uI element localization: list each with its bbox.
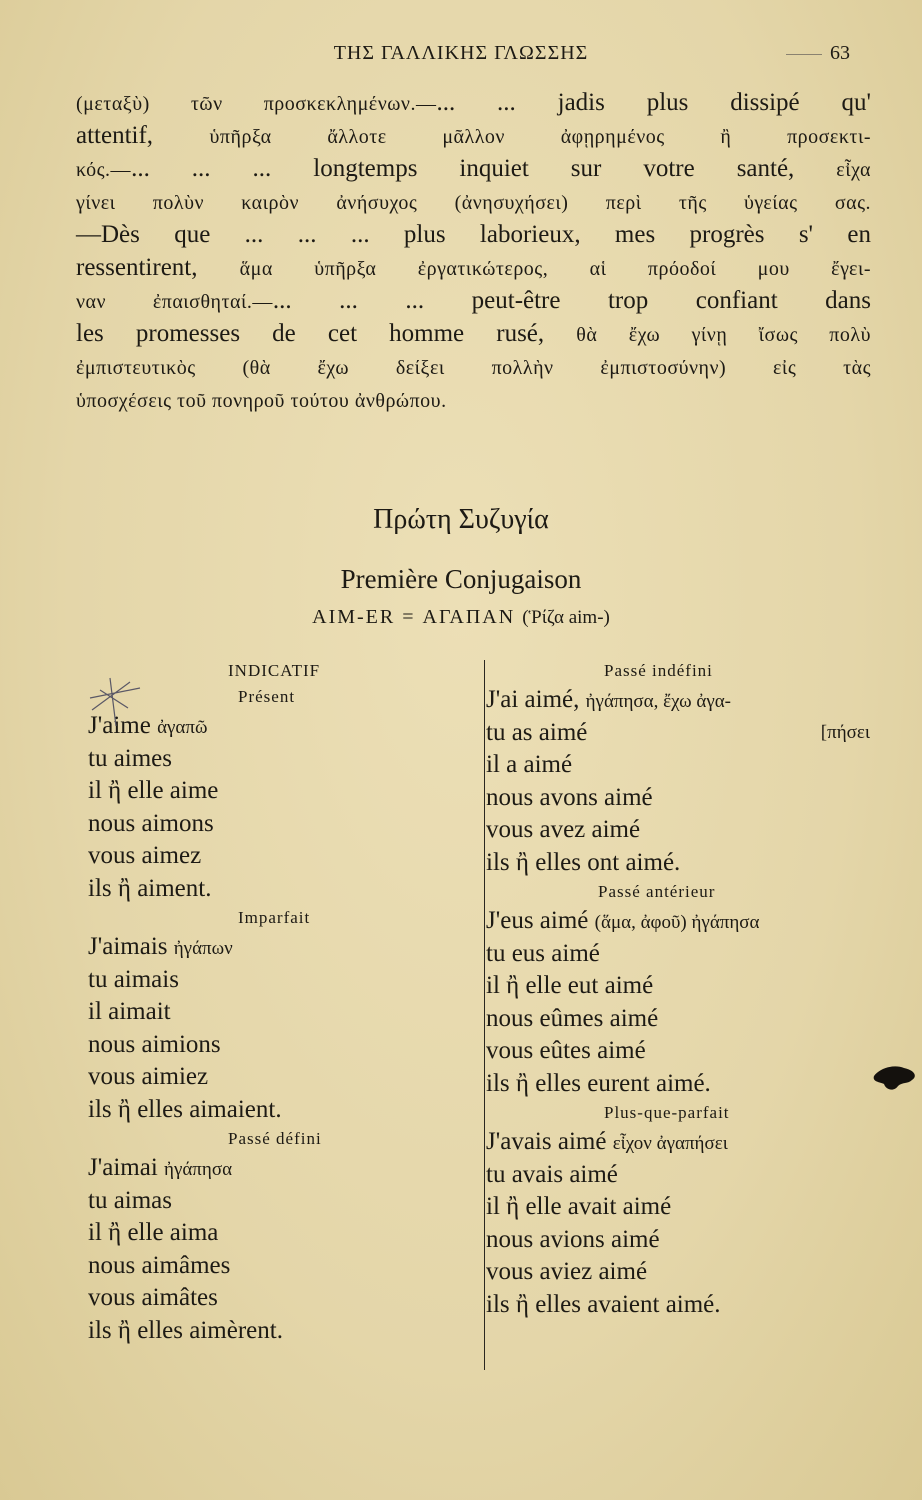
conjugation-row [88, 840, 478, 873]
conjugation-row [88, 964, 478, 997]
french-form: tu aimes [88, 744, 173, 772]
paragraph-line [76, 383, 871, 416]
conjugation-row [486, 905, 876, 938]
french-form: ils ἢ aiment. [88, 874, 212, 902]
greek-translation: ἠγάπων [173, 938, 233, 959]
french-form: J'aimais [88, 933, 174, 960]
greek-text: ἐμπιστευτικὸς (θὰ ἔχω δείξει πολλὴν ἐμπιστοσύνην) εἰς τὰς [76, 357, 871, 379]
root-line [0, 606, 922, 629]
ink-blot-icon [872, 1062, 918, 1092]
french-form: nous eûmes aimé [486, 1004, 659, 1032]
french-form: vous aimâtes [88, 1284, 218, 1311]
french-form: J'aimai [88, 1154, 165, 1181]
conjugation-row [486, 717, 876, 750]
french-form: il ἢ elle eut aimé [486, 972, 654, 999]
french-text: ... ... jadis plus dissipé qu' [436, 89, 871, 116]
french-form: nous aimâmes [88, 1251, 231, 1279]
greek-text: ναν ἐπαισθηταί.— [76, 291, 273, 313]
greek-translation: εἶχον ἀγαπήσει [612, 1133, 728, 1154]
french-form: nous avions aimé [486, 1225, 660, 1253]
page-number: 63 [830, 42, 850, 64]
conjugation-row [88, 1185, 478, 1218]
conjugation-row [486, 749, 876, 782]
conjugation-row [88, 1061, 478, 1094]
french-text: ... ... ... peut-être trop confiant dans [272, 287, 871, 314]
tense-heading: Plus-que-parfait [604, 1103, 730, 1122]
french-form: ils ἢ elles avaient aimé. [486, 1290, 721, 1318]
conjugation-row [88, 1250, 478, 1283]
french-form: tu aimas [88, 1186, 173, 1214]
greek-text: γίνει πολὺν καιρὸν ἀνήσυχος (ἀνησυχήσει) περὶ τῆς ὑγείας σας. [76, 192, 871, 214]
conjugation-row [486, 1224, 876, 1257]
paragraph-line [76, 185, 871, 218]
conjugation-row [486, 1003, 876, 1036]
tense-heading: Présent [238, 687, 296, 706]
french-form: J'ai aimé, [486, 686, 586, 713]
french-form: J'avais aimé [486, 1128, 613, 1155]
french-form: il ἢ elle aima [88, 1219, 219, 1246]
french-form: vous avez aimé [486, 816, 641, 843]
conjugation-row [88, 743, 478, 776]
tense-heading: Passé antérieur [598, 882, 716, 901]
section-title-greek: Πρώτη Συζυγία [373, 504, 549, 535]
tense-heading: Passé défini [228, 1129, 322, 1148]
greek-text: ἅμα ὑπῆρξα ἐργατικώτερος, αἱ πρόοδοί μου ἔγει- [239, 258, 871, 280]
conjugation-row [88, 1315, 478, 1348]
greek-text: κός.— [76, 159, 132, 181]
french-form: tu avais aimé [486, 1160, 618, 1188]
paragraph-line [76, 317, 871, 350]
left-conjugation-column [88, 658, 478, 1347]
french-form: il a aimé [486, 751, 573, 778]
conjugation-row [486, 1289, 876, 1322]
section-title-french: Première Conjugaison [340, 564, 582, 594]
conjugation-row [88, 996, 478, 1029]
conjugation-row [88, 1282, 478, 1315]
french-form: ils ἢ elles aimaient. [88, 1095, 282, 1123]
paragraph-line [76, 152, 871, 185]
conjugation-row [486, 1068, 876, 1101]
paragraph-line [76, 284, 871, 317]
conjugation-row [88, 1217, 478, 1250]
root-note: (Ῥίζα aim-) [522, 607, 610, 628]
running-title: ΤΗΣ ΓΑΛΛΙΚΗΣ ΓΛΩΣΣΗΣ [333, 42, 589, 64]
french-form: nous aimions [88, 1030, 221, 1058]
french-text: attentif, [76, 122, 210, 149]
french-text: ... ... ... longtemps inquiet sur votre santé, [131, 155, 837, 182]
conjugation-row [486, 1191, 876, 1224]
header-rule [786, 54, 822, 55]
french-form: ils ἢ elles aimèrent. [88, 1316, 283, 1344]
conjugation-row [88, 808, 478, 841]
french-text: —Dès que ... ... ... plus laborieux, mes progrès s' en [76, 221, 871, 248]
conjugation-row [486, 1126, 876, 1159]
french-form: vous aimez [88, 842, 202, 869]
conjugation-row [486, 938, 876, 971]
conjugation-row [88, 1152, 478, 1185]
greek-text: (μεταξὺ) τῶν προσκεκλημένων.— [76, 93, 437, 115]
greek-translation: [πήσει [820, 721, 870, 743]
conjugation-row [486, 684, 876, 717]
french-text: ressentirent, [76, 254, 240, 281]
french-form: nous avons aimé [486, 783, 653, 811]
conjugation-row [486, 970, 876, 1003]
french-form: vous aviez aimé [486, 1258, 648, 1285]
paragraph-line [76, 251, 871, 284]
french-form: il ἢ elle avait aimé [486, 1193, 672, 1220]
french-form: il aimait [88, 998, 171, 1025]
french-form: J'aime [88, 712, 158, 739]
french-form: tu as aimé [486, 718, 588, 746]
conjugation-row [88, 775, 478, 808]
conjugation-row [88, 931, 478, 964]
conjugation-row [486, 1159, 876, 1192]
conjugation-row [486, 847, 876, 880]
greek-text: ὑποσχέσεις τοῦ πονηροῦ τούτου ἀνθρώπου. [76, 390, 447, 412]
paragraph-line [76, 350, 871, 383]
tense-heading: Imparfait [238, 908, 311, 927]
root-formula: AIM-ER = ΑΓΑΠΑΝ [312, 606, 516, 628]
french-form: tu eus aimé [486, 939, 600, 967]
paragraph-line [76, 119, 871, 152]
greek-translation: ἠγάπησα [164, 1159, 233, 1180]
tense-heading: INDICATIF [228, 661, 321, 680]
column-divider [484, 660, 485, 1370]
greek-text: θὰ ἔχω γίνῃ ἴσως πολὺ [576, 324, 871, 346]
french-form: ils ἢ elles ont aimé. [486, 848, 681, 876]
greek-text: ὑπῆρξα ἄλλοτε μᾶλλον ἀφῃρημένος ἢ προσεκτι- [209, 126, 871, 148]
french-form: ils ἢ elles eurent aimé. [486, 1069, 711, 1097]
french-form: J'eus aimé [486, 907, 595, 934]
conjugation-row [88, 873, 478, 906]
french-form: tu aimais [88, 965, 179, 993]
greek-translation: ἠγάπησα, ἔχω ἀγα- [585, 691, 732, 712]
french-form: vous aimiez [88, 1063, 209, 1090]
paragraph-line [76, 86, 871, 119]
tense-heading: Passé indéfini [604, 661, 713, 680]
french-form: nous aimons [88, 809, 214, 837]
french-form: il ἢ elle aime [88, 777, 219, 804]
conjugation-row [486, 1256, 876, 1289]
conjugation-row [486, 782, 876, 815]
right-conjugation-column [486, 658, 876, 1321]
conjugation-row [88, 1029, 478, 1062]
greek-translation: (ἅμα, ἀφοῦ) ἠγάπησα [594, 912, 760, 933]
french-text: les promesses de cet homme rusé, [76, 320, 577, 347]
exercise-paragraph [76, 86, 871, 416]
greek-translation: ἀγαπῶ [157, 717, 208, 738]
paragraph-line [76, 218, 871, 251]
conjugation-row [486, 814, 876, 847]
greek-text: εἶχα [836, 159, 871, 181]
french-form: vous eûtes aimé [486, 1037, 646, 1064]
conjugation-row [88, 1094, 478, 1127]
conjugation-row [486, 1035, 876, 1068]
pencil-mark-icon [80, 668, 150, 728]
